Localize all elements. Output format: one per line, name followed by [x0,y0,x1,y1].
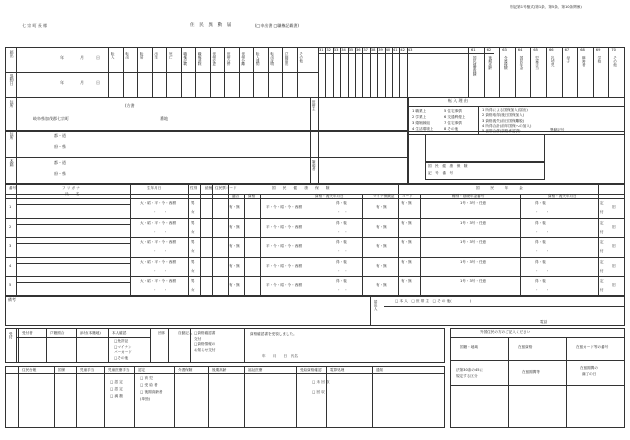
kokuho-gain[interactable]: 得・喪 [336,279,347,284]
reason-col-divider [123,47,124,97]
honnin-opt-3[interactable]: バーカード [114,350,132,354]
foreign-row-1b: 規定する区分 [456,374,478,378]
row-divider [5,218,625,219]
col-num-31: 31 [319,48,324,52]
reason-col-4[interactable]: 出生 [154,52,159,59]
col-num-69: 69 [595,48,601,52]
foreign-line [450,337,625,338]
reason-col-8[interactable]: 世帯変更 [212,52,217,66]
remarks-section [5,296,625,326]
applicant-label: 届出人 [374,300,379,310]
right-col-9[interactable]: 学校 [597,56,602,63]
sex-f[interactable]: 女 [191,268,195,273]
birth-era[interactable]: 大・昭・平・令・西暦 [140,279,176,284]
kokuho-dots: ・ ・ [337,288,348,293]
kanyu-1[interactable]: 定 [600,279,604,284]
reason-title: 転 入 理 由 [448,98,468,103]
row2-divider [76,366,77,428]
foreign-line [450,360,625,361]
row-divider [5,276,625,277]
label-idoubi: 異動日 [9,74,15,86]
kaigo-flag[interactable]: 有・無 [401,240,412,245]
row2-col-2: 国保 [58,368,66,372]
row2-opt-3[interactable]: □ 満 額 [110,394,123,398]
kaigo-flag[interactable]: 有・無 [401,259,412,264]
th-nenkin-sub0: 種別・基礎年金番号 [452,194,485,198]
sex-m[interactable]: 男 [191,220,195,225]
kanyu-2[interactable]: 付 [600,288,604,293]
th-kokuho-sub3: マイナ保険証 [373,194,395,198]
row-no: 3 [9,244,12,249]
address-value[interactable]: 岐阜県加茂郡七宗町 [33,116,69,121]
sex-m[interactable]: 男 [191,279,195,284]
row2-opt-2[interactable]: □ 認 定 [110,387,123,391]
reason-col-12[interactable]: 転出証明 [270,52,275,66]
right-col-3[interactable]: 介護保険 [504,56,509,70]
foreign-row-3b: 満了の日 [582,372,597,376]
reason-note-2: 2 資格取得(後日国保加入) [482,113,525,118]
reason-col-divider [210,47,211,97]
hon-todou: 都・道 [54,160,66,165]
col-num-38: 38 [370,48,376,52]
sex-f[interactable]: 女 [191,210,195,214]
right-col-4[interactable]: 国民年金 [519,56,524,70]
reason-col-11[interactable]: 転入通知 [256,52,261,66]
office-name: 七 宗 町 長 様 [22,23,48,28]
row2-col-1: 住民台帳 [22,368,37,372]
hon-fuken: 府・県 [54,171,66,176]
kokuho-label: 国 民 健 康 保 険 [428,164,468,168]
foreign-head-2: 在留資格 [518,345,533,349]
row2-divider [174,366,175,428]
reason-item-8[interactable]: 8 その他 [444,127,459,131]
col-shinsei: 自動記入 [178,331,193,335]
col-num-62: 62 [486,48,492,52]
col-num-36: 36 [356,48,361,52]
kata-label: (方書 [125,103,135,108]
mynumber-flag[interactable]: 有・無 [376,263,387,268]
kokuho-gain[interactable]: 得・喪 [336,201,347,205]
th-kokuho: 国 民 健 康 保 険 [272,186,330,190]
row2-col-6: 介護保険 [178,368,193,372]
row2-col-11: 通知 [376,368,384,372]
row2-divider [326,366,327,428]
mynumber-flag[interactable]: 有・無 [376,205,387,209]
kokuho-flag[interactable]: 有・無 [229,224,240,229]
uketsuke-label: 受付 [9,332,14,339]
kyuu-label: 旧 [612,263,616,268]
kokuho-flag[interactable]: 有・無 [229,205,240,209]
reason-item-3[interactable]: 3 婚姻縁組 [412,121,430,125]
row2-divider [18,366,19,428]
reason-item-5[interactable]: 5 住宅事情 [444,109,462,113]
reason-col-6[interactable]: 職権記載 [183,52,188,66]
col-num-41: 41 [393,48,398,52]
reason-col-5[interactable]: 死亡 [169,52,174,59]
remarks-label: 備考 [8,297,16,302]
office-col-divider [76,328,77,363]
th-relation: 続柄 [205,186,213,190]
row2-divider [54,366,55,428]
date-day: 日 [96,55,100,60]
office-row-2 [5,366,445,428]
reason-col-9[interactable]: 世帯合併 [227,52,232,66]
ido-kigou: 異動記号 [550,128,565,132]
right-col-1[interactable]: 国民健康保険 [473,56,478,76]
reason-col-divider [224,47,225,97]
row2-divider [208,366,209,428]
kokuho-era[interactable]: 平・令・昭・令・西暦 [266,224,302,229]
reason-col-13[interactable]: 戸籍届出 [285,52,290,66]
kanyu-1[interactable]: 定 [600,201,604,205]
kyuu-label: 旧 [612,224,616,229]
th-kokuho-sub0: 適否 [232,194,240,198]
reason-col-divider [253,47,254,97]
foreign-row-3a: 在留期間の [580,366,598,370]
sex-m[interactable]: 男 [191,201,195,205]
reason-col-1[interactable]: 転入 [111,52,116,59]
kaigo-flag[interactable]: 有・無 [401,201,412,205]
nenkin-dots: ・ ・ [535,268,550,273]
nenkin-gain[interactable]: 得・喪 [535,220,546,225]
row2-opt-7[interactable]: (単独) [140,397,150,401]
kokuho-gain[interactable]: 得・喪 [336,220,347,225]
kokuho-dots: ・ ・ [337,249,348,254]
confirm-text: 資格確認書を受領しました。 [250,332,297,336]
mynumber-flag[interactable]: 有・無 [376,224,387,229]
row2-opt-6[interactable]: □ 後期高齢者 [140,390,163,394]
kisai-opt-4[interactable]: お知らせ交付 [194,347,216,352]
row2-opt-1[interactable]: □ 認 定 [110,380,123,384]
kyuu-label: 旧 [612,283,616,288]
col-num-34: 34 [341,48,346,52]
col-num-40: 40 [385,48,391,52]
kokuho-era[interactable]: 平・令・昭・令・西暦 [266,244,302,249]
nenkin-dots: ・ ・ [535,229,550,234]
kokuho-era[interactable]: 平・令・昭・令・西暦 [266,283,302,288]
col-num-64: 64 [517,48,523,52]
th-kokuho-sub4: コード [402,194,413,198]
row-no: 5 [9,283,12,288]
row-divider [5,257,625,258]
henkou-opt[interactable]: □ 未 回 収 [312,380,330,384]
row2-divider [296,366,297,428]
office-col-divider [108,328,109,363]
kanyu-1[interactable]: 定 [600,240,604,245]
kaishu-opt[interactable]: □ 回 収 [312,390,325,394]
birth-era[interactable]: 大・昭・平・令・西暦 [140,259,176,264]
reason-item-6[interactable]: 6 交通利便上 [444,115,466,119]
foreign-col-line [566,337,567,428]
reason-col-divider [108,47,109,97]
col-num-63: 63 [502,48,507,52]
sex-f[interactable]: 女 [191,229,195,234]
th-kokuho-sub2: 資格・喪失年月日 [315,194,344,198]
birth-dots: ・ ・ [153,229,168,234]
row-no: 2 [9,224,12,229]
reason-col-divider [137,47,138,97]
row2-col-9: 受給資格確認 [300,368,322,372]
kokuho-dots: ・ ・ [337,229,348,234]
foreign-row-2: 在留期間等 [522,370,540,374]
th-nenkin-sub1: 資格・喪失年月日 [548,194,577,198]
row-divider [5,237,625,238]
office-col-3: 添付(本籍地) [80,331,101,335]
row2-col-7: 後期高齢 [212,368,227,372]
kyuu-label: 旧 [612,205,616,209]
reason-col-divider [282,47,283,97]
confirm-date: 年 月 日 氏名 [262,354,298,358]
sex-m[interactable]: 男 [191,240,195,245]
reason-note-3: 3 資格喪失(前日国保離脱) [482,118,525,123]
mynumber-flag[interactable]: 有・無 [376,244,387,249]
nenkin-gain[interactable]: 得・喪 [535,279,546,284]
honnin-opt-4[interactable]: □その他 [114,355,129,360]
reason-col-divider [166,47,167,97]
nenkin-gain[interactable]: 得・喪 [535,201,546,205]
nenkin-kind[interactable]: 1号・3号・任意 [460,240,487,245]
kyuu-label: 旧 [612,244,616,249]
form-subtitle: (□申出書 □職権記載書) [255,23,299,28]
kisai-opt-3[interactable]: □資格情報の [194,342,216,346]
sex-f[interactable]: 女 [191,249,195,254]
th-kokuho-sub1: 資格 [248,194,256,198]
honnin-opt-2[interactable]: □マイナン [114,344,132,349]
reason-item-2[interactable]: 2 学業上 [412,115,427,119]
persons-table [5,184,625,296]
reason-col-divider [152,47,153,97]
row2-divider [104,366,105,428]
row2-divider [244,366,245,428]
reason-col-divider [268,47,269,97]
reason-col-7[interactable]: 職権消除 [198,52,203,66]
nenkin-dots: ・ ・ [535,249,550,254]
reason-col-divider [195,47,196,97]
col-num-37: 37 [363,48,368,52]
kokuho-gain[interactable]: 得・喪 [336,259,347,264]
col-num-32: 32 [326,48,331,52]
row2-col-3: 児童手当 [80,368,95,372]
kokuho-gain[interactable]: 得・喪 [336,240,347,245]
label-address: 住所 [9,100,15,108]
office-col-divider [18,328,19,363]
right-col-6[interactable]: 乳幼児 [551,56,556,66]
kanyu-1[interactable]: 定 [600,220,604,225]
right-col-2[interactable]: 後期高齢 [488,56,493,70]
birth-dots: ・ ・ [153,249,168,254]
reason-col-2[interactable]: 転出 [125,52,130,59]
kisai-opt-1[interactable]: □資格確認書 [194,331,216,335]
col-num-33: 33 [333,48,339,52]
row2-opt-5[interactable]: □ 受 給 者 [140,383,158,387]
reason-col-3[interactable]: 転居 [140,52,145,59]
office-col-2: 戸籍照合 [50,331,65,335]
row2-divider [134,366,135,428]
kokuho-num-label: 記 号 番 号 [428,171,454,175]
office-col-4: 本人確認 [112,331,127,335]
label-householder: 世帯主 [312,100,317,110]
col-num-42: 42 [400,48,405,52]
foreign-col-line [508,337,509,428]
col-num-65: 65 [533,48,538,52]
nenkin-kind[interactable]: 1号・3号・任意 [460,259,487,264]
right-col-7[interactable]: 母子 [566,56,571,63]
th-sex: 性別 [190,186,198,190]
foreign-head-3: 在留カード等の番号 [576,345,609,349]
col-num-68: 68 [580,48,585,52]
th-furigana: フ リ ガ ナ [62,186,80,190]
th-birth: 生年月日 [147,186,162,190]
birth-era[interactable]: 大・昭・平・令・西暦 [140,201,176,205]
honnin-opt-1[interactable]: □免許証 [114,339,129,343]
form-title: 住 民 異 動 届 [190,23,232,28]
kokuho-flag[interactable]: 有・無 [229,263,240,268]
reason-col-divider [239,47,240,97]
col-num-43: 43 [407,48,413,52]
row-no: 1 [9,205,12,209]
nenkin-dots: ・ ・ [535,288,550,293]
row2-col-8: 福祉医療 [248,368,263,372]
col-num-70: 70 [611,48,616,52]
col-num-35: 35 [348,48,354,52]
tel-label: 電話 [540,320,548,324]
col-dantai: 団体 [158,331,166,335]
label-hittousha: 筆頭者 [312,160,317,170]
th-no: 番号 [9,186,17,190]
kokuho-era[interactable]: 平・令・昭・令・西暦 [266,263,302,268]
reason-item-1[interactable]: 1 職業上 [412,109,427,113]
reason-item-4[interactable]: 4 生活環境上 [412,127,434,131]
col-num-67: 67 [564,48,570,52]
reason-col-divider [297,47,298,97]
form-note: 別記第1号様式(第1条、第5条、第10条関係) [510,5,582,9]
kokuho-flag[interactable]: 有・無 [229,283,240,288]
nenkin-kind[interactable]: 1号・3号・任意 [460,201,487,205]
th-nenkin: 国 民 年 金 [476,186,523,190]
foreign-head-1: 国籍・地域 [460,345,478,349]
reason-col-divider [181,47,182,97]
col-num-61: 61 [471,48,476,52]
kaigo-flag[interactable]: 有・無 [401,279,412,284]
label-honseki: 本籍 [9,159,15,167]
birth-dots: ・ ・ [153,288,168,293]
date-year: 年 [60,55,64,60]
kanyu-2[interactable]: 付 [600,268,604,273]
label-todokede: 届出 [9,50,15,58]
kanyu-2[interactable]: 付 [600,229,604,234]
nenkin-kind[interactable]: 1号・3号・任意 [460,220,487,225]
sex-f[interactable]: 女 [191,288,195,293]
kokuho-era[interactable]: 平・令・昭・令・西暦 [266,205,302,209]
reason-item-7[interactable]: 7 住宅事情 [444,121,462,125]
row2-col-5: 認定 [138,368,146,372]
right-col-8[interactable]: 障害者 [582,56,587,66]
row2-opt-4[interactable]: □ 育 児 [140,376,153,380]
th-resident-code: 住民票コード [215,186,237,190]
applicant-options[interactable]: □ 本 人 □ 世 帯 主 □ そ の 他( ) [395,299,472,303]
label-old-address: 住所 [9,132,15,140]
nenkin-gain[interactable]: 得・喪 [535,240,546,245]
col-num-66: 66 [549,48,554,52]
sex-m[interactable]: 男 [191,259,195,264]
foreign-row-1a: 法第30条の45に [456,368,484,372]
birth-dots: ・ ・ [153,210,168,214]
mynumber-flag[interactable]: 有・無 [376,283,387,288]
th-name: 氏 名 [65,192,80,196]
row2-divider [372,366,373,428]
nenkin-gain[interactable]: 得・喪 [535,259,546,264]
birth-dots: ・ ・ [153,268,168,273]
kisai-opt-2[interactable]: 交付 [194,336,202,341]
col-num-39: 39 [378,48,383,52]
reason-col-14[interactable]: その他 [299,52,304,62]
office-col-divider [46,328,47,363]
office-row-1 [5,328,445,363]
kanyu-2[interactable]: 付 [600,249,604,254]
old-todou: 都・道 [54,133,66,138]
row2-col-4: 児童医療手当 [108,368,130,372]
right-col-10[interactable]: その他 [613,56,618,66]
nenkin-kind[interactable]: 1号・3号・任意 [460,279,487,284]
reason-note-1: 1 所得による国保加入(届出) [482,108,528,112]
kokuho-dots: ・ ・ [337,210,348,214]
reason-note-5: 5 世帯合併(資格承認済) [482,129,521,134]
old-fuken: 府・県 [54,144,66,149]
foreign-title: 外国住民の方のご記入ください [480,330,531,334]
row2-col-10: 電算処理 [330,368,345,372]
office-col-1: 受付者 [22,331,33,335]
banchi-label: 番地 [160,116,168,121]
kaigo-flag[interactable]: 有・無 [401,220,412,225]
kokuho-flag[interactable]: 有・無 [229,244,240,249]
move-year: 年 [60,80,64,85]
reason-note-4: 4 所得合計(前年国保への加入) [482,123,532,128]
kanyu-2[interactable]: 付 [600,210,604,214]
move-month: 月 [80,80,84,85]
kokuho-stamp-area [425,134,545,162]
date-month: 月 [80,55,84,60]
move-day: 日 [96,80,100,85]
foreign-line [450,385,625,386]
kanyu-1[interactable]: 定 [600,259,604,264]
right-col-5[interactable]: 児童手当 [535,56,540,70]
birth-era[interactable]: 大・昭・平・令・西暦 [140,220,176,225]
row-no: 4 [9,263,12,268]
birth-era[interactable]: 大・昭・平・令・西暦 [140,240,176,245]
reason-col-10[interactable]: 世帯分離 [241,52,246,66]
nenkin-dots: ・ ・ [535,210,550,214]
kokuho-dots: ・ ・ [337,268,348,273]
